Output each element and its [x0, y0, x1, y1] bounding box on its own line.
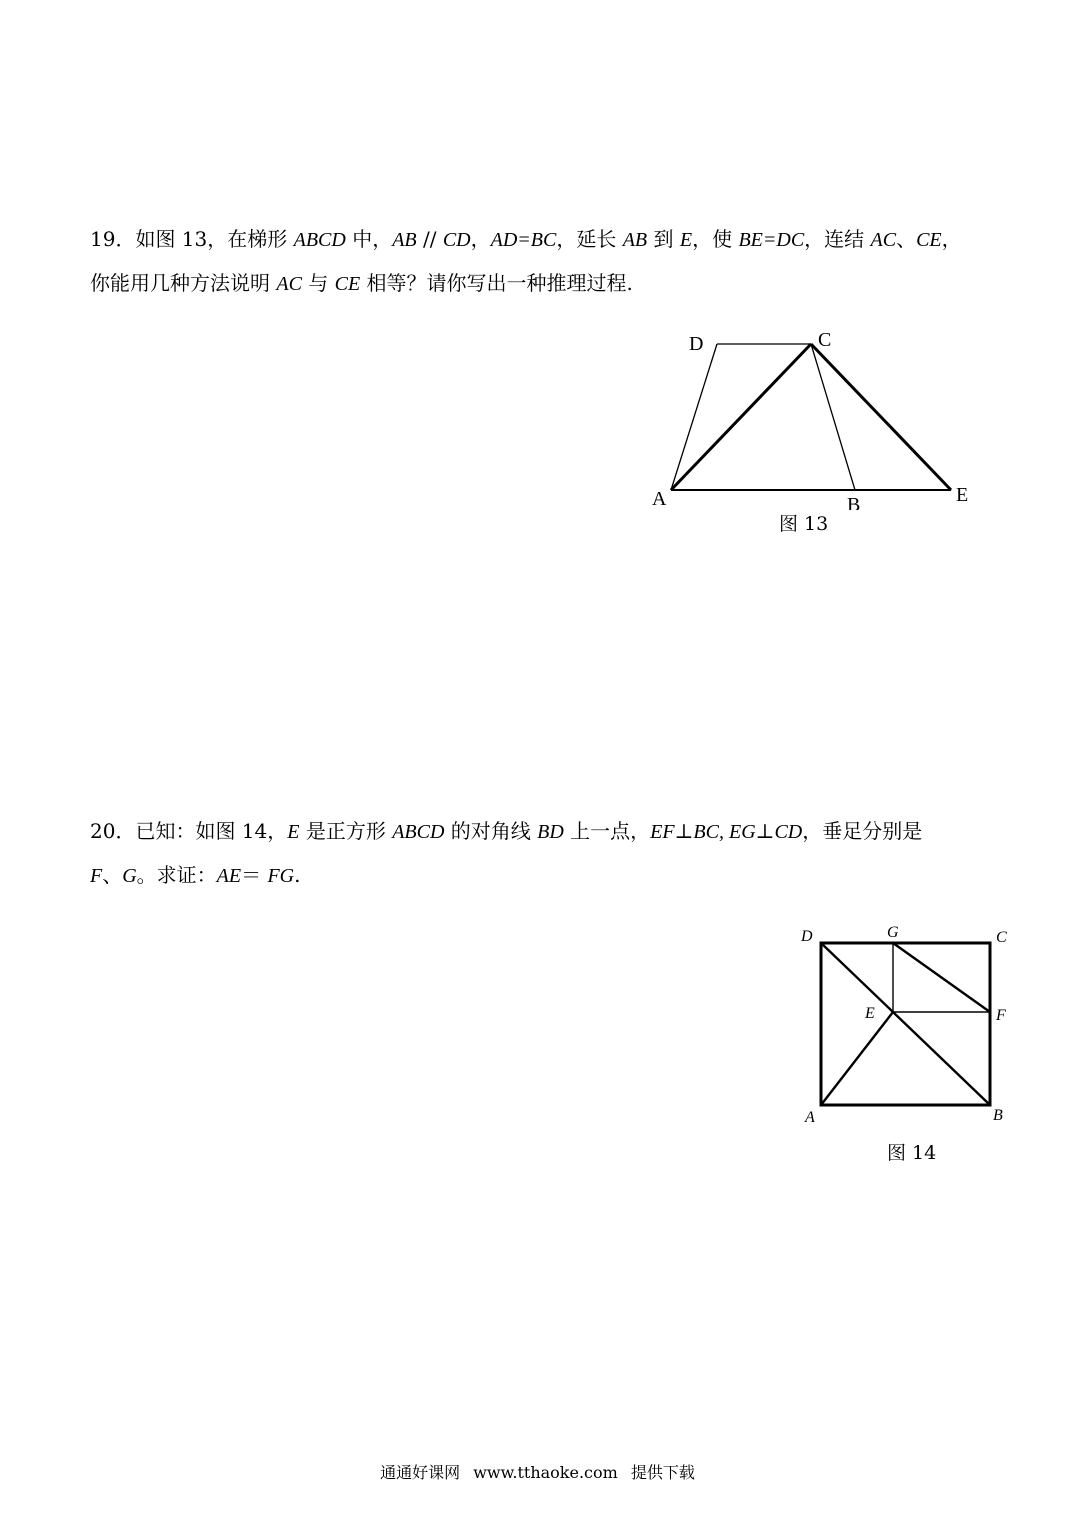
problem-number: 19．: [90, 227, 136, 251]
vertex-label-C: C: [996, 929, 1007, 946]
figure-14-square-diagram: [790, 915, 1030, 1135]
problem-20-text: 20．已知：如图 14，E 是正方形 ABCD 的对角线 BD 上一点，EF⊥BC, EG⊥CD，垂足分别是 F、G。求证：AE＝ FG.: [90, 819, 923, 887]
vertex-label-G: G: [887, 924, 899, 941]
vertex-label-D: D: [689, 333, 704, 355]
footer-suffix: 提供下载: [630, 1463, 695, 1482]
vertex-label-D: D: [801, 928, 813, 945]
diagonal-DB: [821, 943, 990, 1105]
segment-AE: [821, 1012, 893, 1105]
segment-AC: [671, 344, 811, 490]
vertex-label-B: B: [993, 1107, 1003, 1124]
segment-CE: [811, 344, 951, 490]
figure-13-caption: 图 13: [779, 513, 829, 535]
vertex-label-E: E: [956, 484, 969, 506]
vertex-label-A: A: [652, 488, 667, 510]
problem-19-text: 19．如图 13，在梯形 ABCD 中，AB // CD，AD=BC，延长 AB 到 E，使 BE=DC，连结 AC、CE， 你能用几种方法说明 AC 与 CE 相等？请你写出一种推理过程.: [90, 227, 962, 295]
footer-url: www.tthaoke.com: [473, 1463, 618, 1482]
vertex-label-C: C: [818, 329, 832, 351]
vertex-label-B: B: [847, 494, 861, 510]
vertex-label-E: E: [865, 1005, 875, 1022]
problem-number: 20．: [90, 819, 136, 843]
vertex-label-F: F: [996, 1007, 1006, 1024]
figure-14-caption: 图 14: [887, 1142, 937, 1164]
page-footer: [0, 1460, 1075, 1483]
footer-site-name: 通通好课网: [380, 1463, 461, 1482]
figure-13-trapezoid-diagram: [640, 320, 985, 510]
segment-GF: [893, 943, 990, 1012]
vertex-label-A: A: [805, 1109, 815, 1126]
